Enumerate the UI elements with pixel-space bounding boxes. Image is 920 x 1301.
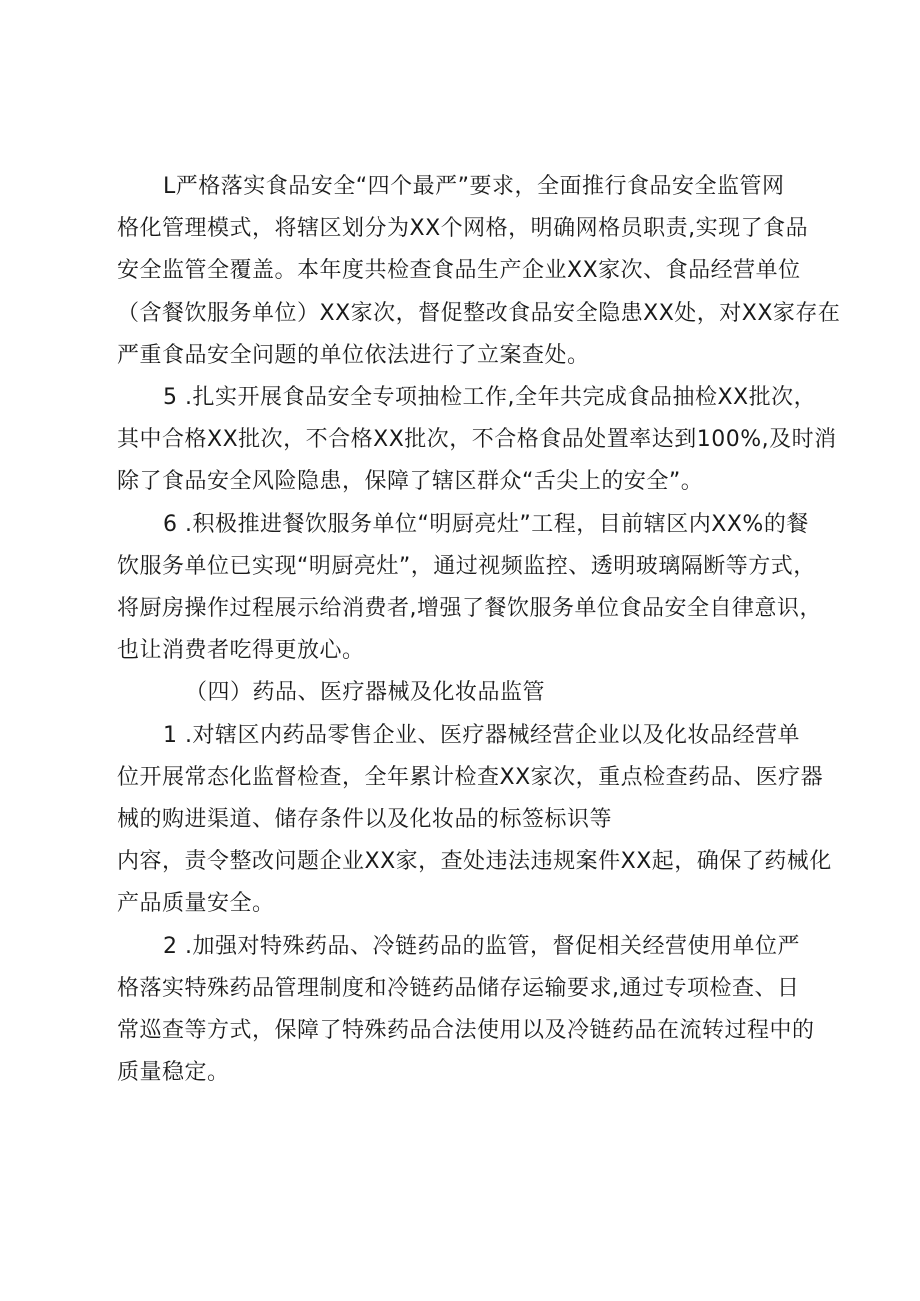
- text-line: 安全监管全覆盖。本年度共检查食品生产企业XX家次、食品经营单位: [117, 258, 801, 284]
- text-line: 饮服务单位已实现“明厨亮灶”，通过视频监控、透明玻璃隔断等方式，: [117, 553, 816, 579]
- text-line: 严重食品安全问题的单位依法进行了立案查处。: [117, 342, 590, 368]
- text-line: 常巡查等方式，保障了特殊药品合法使用以及冷链药品在流转过程中的: [117, 1018, 815, 1044]
- paragraph-drug-item-2: [117, 926, 827, 1095]
- text-line: 2 .加强对特殊药品、冷链药品的监管，督促相关经营使用单位严: [163, 933, 800, 959]
- text-line: 内容，责令整改问题企业XX家，查处违法违规案件XX起，确保了药械化: [117, 849, 832, 875]
- text-line: 也让消费者吃得更放心。: [117, 638, 365, 664]
- text-line: 械的购进渠道、储存条件以及化妆品的标签标识等: [117, 807, 613, 833]
- text-line: 位开展常态化监督检查，全年累计检查XX家次，重点检查药品、医疗器: [117, 764, 824, 790]
- text-line: 其中合格XX批次，不合格XX批次，不合格食品处置率达到100%,及时消: [117, 427, 837, 453]
- paragraph-food-safety-grid: [117, 166, 841, 377]
- text-line: 格落实特殊药品管理制度和冷链药品储存运输要求,通过专项检查、日: [117, 975, 800, 1001]
- text-line: 5 .扎实开展食品安全专项抽检工作,全年共完成食品抽检XX批次，: [163, 385, 817, 411]
- paragraph-item-6: [117, 504, 827, 673]
- text-line: 格化管理模式，将辖区划分为XX个网格，明确网格员职责,实现了食品: [117, 216, 809, 242]
- paragraph-drug-item-1: [117, 715, 832, 926]
- text-line: 产品质量安全。: [117, 891, 275, 917]
- text-line: 6 .积极推进餐饮服务单位“明厨亮灶”工程，目前辖区内XX%的餐: [163, 511, 809, 537]
- section-heading: （四）药品、医疗器械及化妆品监管: [185, 680, 546, 706]
- text-line: L严格落实食品安全“四个最严”要求，全面推行食品安全监管网: [163, 174, 785, 199]
- document-body: [117, 166, 841, 1094]
- text-line: （含餐饮服务单位）XX家次，督促整改食品安全隐患XX处，对XX家存在: [117, 300, 841, 326]
- text-line: 除了食品安全风险隐患，保障了辖区群众“舌尖上的安全”。: [117, 469, 704, 495]
- paragraph-item-5: [117, 377, 837, 504]
- text-line: 质量稳定。: [117, 1060, 230, 1086]
- text-line: 将厨房操作过程展示给消费者,增强了餐饮服务单位食品安全自律意识，: [117, 596, 822, 622]
- text-line: 1 .对辖区内药品零售企业、医疗器械经营企业以及化妆品经营单: [163, 722, 800, 748]
